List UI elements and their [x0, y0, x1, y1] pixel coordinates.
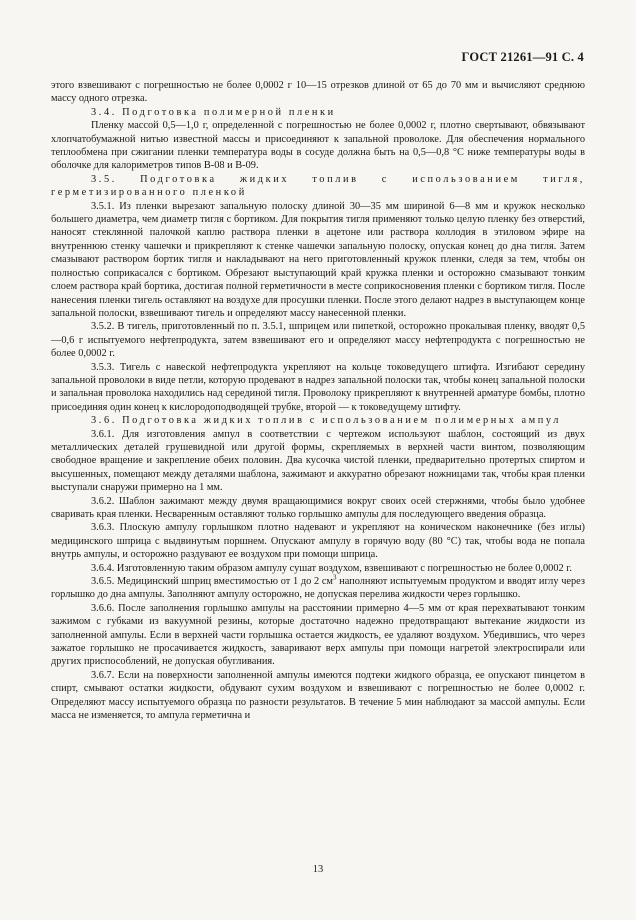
paragraph-3-5-2: 3.5.2. В тигель, приготовленный по п. 3.5.1, шприцем или пипеткой, осторожно прокалывая пленку, вводят 0,5—0,6 г испытуемого нефтепродукта, затем взвешивают его и определяют массу нефтепродукта с погрешностью не более 0,0002 г. [51, 321, 585, 360]
paragraph-3-6-5-end: наполняют испытуемым продуктом и вводят иглу через горлышко до дна ампулы. Заполняют ампулу осторожно, не допуская перелива жидкости через горлышко. [51, 576, 585, 601]
superscript-3: 3 [332, 573, 337, 582]
paragraph-3-6-6: 3.6.6. После заполнения горлышко ампулы на расстоянии примерно 4—5 мм от края перехватывают тонким зажимом с губками из вакуумной резины, которые достаточно надежно предотвращают вытекание жидкости из заполненной ампулы. Если в верхней части горлышка остается жидкость, ее удаляют воздухом. Убедившись, что через зажатое горлышко не просачивается жидкость, заваривают верх ампулы при помощи нагретой электроспирали или других приспособлений, не допуская обугливания. [51, 602, 585, 668]
page-header: ГОСТ 21261—91 С. 4 [461, 50, 584, 64]
paragraph-continuation: этого взвешивают с погрешностью не более 0,0002 г 10—15 отрезков длиной от 65 до 70 мм и вычисляют среднюю массу одного отрезка. [51, 80, 585, 105]
paragraph-3-6-3: 3.6.3. Плоскую ампулу горлышком плотно надевают и укрепляют на коническом наконечнике (без иглы) медицинского шприца с выдвинутым поршнем. Опускают ампулу в горячую воду (80 °С) так, чтобы вода не попала внутрь ампулы, и осторожно раздувают ее воздухом при помощи шприца. [51, 522, 585, 561]
paragraph-3-6-5 [51, 575, 585, 602]
section-heading-3-4: 3.4. Подготовка полимерной пленки [91, 106, 336, 118]
paragraph-3-6-2: 3.6.2. Шаблон зажимают между двумя вращающимися вокруг своих осей стержнями, чтобы было удобнее сваривать края пленки. Несваренным оставляют только горлышко ампулы для последующего введения образца. [51, 495, 585, 520]
paragraph-3-5-1: 3.5.1. Из пленки вырезают запальную полоску длиной 30—35 мм шириной 6—8 мм и кружок несколько большего диаметра, чем диаметр тигля с бортиком. Для покрытия тигля применяют только целую пленку без отверстий, наносят стеклянной палочкой каплю раствора пленки в ацетоне или раствора коллодия в этиловом эфире на внутреннюю стенку чашечки и прикрепляют к стенке чашечки запальную полоску, опуская конец до дна тигля. Затем смазывают раствором бортик тигля и накладывают на него приготовленный кружок пленки, следя за тем, чтобы он полностью соприкасался с бортиком. Обрезают выступающий край кружка пленки и осторожно смазывают тонким слоем раствора край бортика, достигая полной герметичности в месте соприкосновения пленки с бортиком тигля. После нанесения пленки тигель оставляют на воздухе для просушки пленки. После этого делают надрез в выступающем конце запальной полоски, взвешивают тигель и определяют массу нанесенной пленки. [51, 200, 585, 319]
section-heading-3-6: 3.6. Подготовка жидких топлив с использованием полимерных ампул [91, 415, 561, 427]
paragraph-3-4: Пленку массой 0,5—1,0 г, определенной с погрешностью не более 0,0002 г, плотно свертывают, обвязывают хлопчатобумажной нитью известной массы и присоединяют к запальной проволоке. Для обеспечения нормального теплообмена при сжигании пленки температура воды в сосуде должна быть на 0,5—0,8 °С ниже температуры воды в оболочке для калориметров типов В-08 и В-09. [51, 120, 585, 172]
paragraph-3-6-7: 3.6.7. Если на поверхности заполненной ампулы имеются подтеки жидкого образца, ее опускают пинцетом в спирт, смывают остатки жидкости, обдувают сухим воздухом и взвешивают с погрешностью не более 0,0002 г. Определяют массу испытуемого образца по разности результатов. В течение 5 мин наблюдают за массой ампулы. Если масса не изменяется, то ампула герметична и [51, 669, 585, 722]
document-body [51, 79, 585, 723]
paragraph-3-6-1: 3.6.1. Для изготовления ампул в соответствии с чертежом используют шаблон, состоящий из двух металлических деталей грушевидной или другой формы, скрепляемых в верхней части винтом, позволяющим свободное вращение и закрепление обеих половин. Два кусочка чистой пленки, предварительно протертых спиртом и высушенных, помещают между деталями шаблона, зажимают и аккуратно обрезают ножницами так, чтобы края пленки выступали снаружи примерно на 1 мм. [51, 428, 585, 494]
section-heading-3-5: 3.5. Подготовка жидких топлив с использованием тигля, герметизированного пленкой [51, 173, 585, 199]
paragraph-3-6-4: 3.6.4. Изготовленную таким образом ампулу сушат воздухом, взвешивают с погрешностью не более 0,0002 г. [91, 562, 572, 574]
page-number: 13 [312, 864, 324, 875]
paragraph-3-6-5-start: 3.6.5. Медицинский шприц вместимостью от 1 до 2 см [91, 576, 333, 588]
paragraph-3-5-3: 3.5.3. Тигель с навеской нефтепродукта укрепляют на кольце токоведущего штифта. Изгибают середину запальной проволоки в виде петли, которую продевают в надрез запальной полоски так, чтобы конец запальной полоски и запальная проволока находились над серединой тигля. Проволоку прикрепляют к внутренней арматуре бомбы, плотно присоединяя один конец к кислородоподводящей трубке, второй — к токоведущему штифту. [51, 361, 585, 413]
